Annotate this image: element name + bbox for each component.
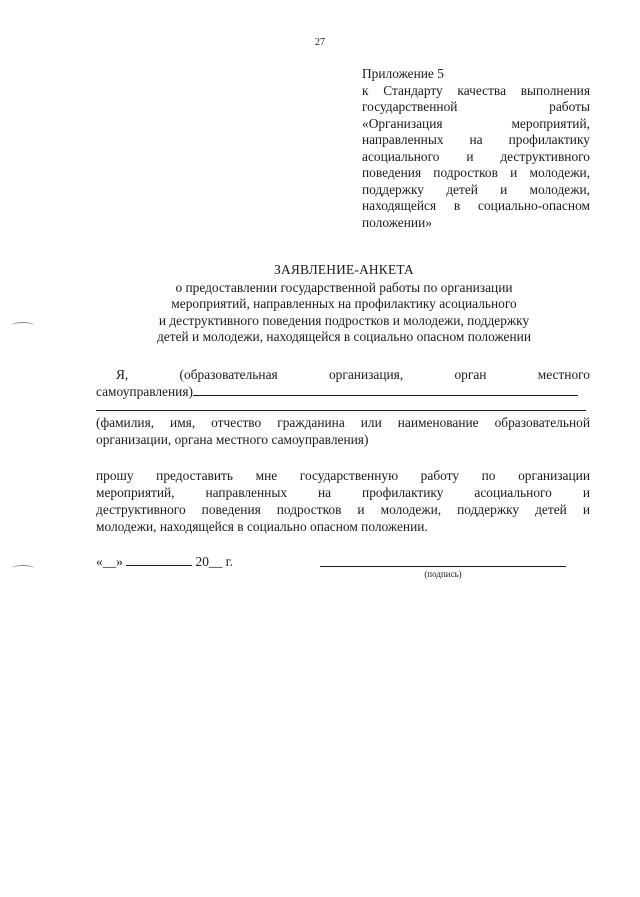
applicant-line-2 — [96, 383, 590, 400]
appendix-note — [362, 66, 590, 231]
hint-line: организации, органа местного самоуправления) — [96, 432, 369, 447]
request-paragraph — [96, 467, 590, 535]
date-field — [96, 553, 233, 570]
appendix-line: асоциального и деструктивного — [362, 148, 590, 164]
request-line: мероприятий, направленных на профилактику асоциального и — [96, 485, 590, 500]
title-line: и деструктивного поведения подростков и молодежи, поддержку — [158, 312, 530, 328]
signature-field[interactable] — [320, 566, 566, 567]
page-number: 27 — [315, 37, 325, 48]
title-line: о предоставлении государственной работы по организации — [175, 279, 513, 295]
date-day-blank[interactable]: __ — [102, 554, 117, 569]
hint-line: (фамилия, имя, отчество гражданина или наименование образовательной — [96, 415, 590, 430]
request-line: молодежи, находящейся в социально опасном положении. — [96, 519, 428, 534]
date-close-quote: » — [116, 554, 123, 569]
request-line: прошу предоставить мне государственную работу по организации — [96, 468, 590, 483]
title-line: детей и молодежи, находящейся в социально опасном положении — [156, 329, 531, 345]
appendix-line: к Стандарту качества выполнения — [362, 82, 590, 98]
applicant-hint — [96, 414, 590, 448]
applicant-self-government-label: самоуправления) — [96, 384, 193, 399]
appendix-line: государственной работы — [362, 99, 590, 114]
date-year-prefix: 20 — [195, 554, 209, 569]
appendix-line: находящейся в социально-опасном — [362, 198, 590, 213]
appendix-line: положении» — [362, 214, 432, 230]
request-line: деструктивного поведения подростков и молодежи, поддержку детей и — [96, 502, 590, 517]
applicant-blank-field-full[interactable] — [96, 410, 586, 411]
title-line: мероприятий, направленных на профилактику асоциального — [171, 296, 517, 312]
date-open-quote: « — [96, 554, 103, 569]
appendix-line: «Организация мероприятий, — [362, 115, 590, 131]
binding-mark — [12, 322, 34, 329]
date-year-blank[interactable]: __ — [208, 554, 223, 569]
appendix-line: поддержку детей и молодежи, — [362, 181, 590, 197]
title-heading: ЗАЯВЛЕНИЕ-АНКЕТА — [274, 262, 414, 277]
appendix-line: направленных на профилактику — [362, 132, 590, 147]
applicant-block — [96, 366, 590, 400]
applicant-line: Я, (образовательная организация, орган местного — [116, 367, 590, 382]
date-year-suffix: г. — [222, 554, 233, 569]
document-title — [96, 262, 592, 346]
signature-caption: (подпись) — [424, 569, 462, 579]
appendix-line: Приложение 5 — [362, 66, 444, 81]
appendix-line: поведения подростков и молодежи, — [362, 165, 590, 180]
applicant-blank-field[interactable] — [193, 383, 578, 396]
binding-mark — [12, 565, 34, 572]
date-month-blank[interactable] — [126, 553, 192, 566]
